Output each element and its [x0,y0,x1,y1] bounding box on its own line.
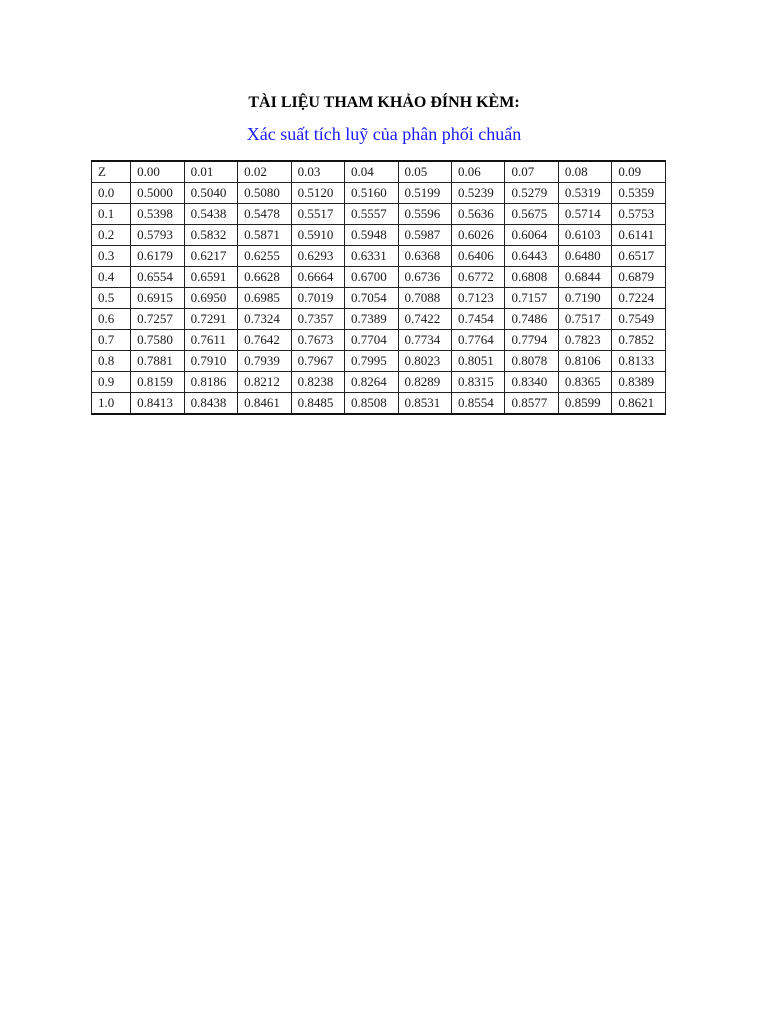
table-cell: 0.6141 [612,225,666,246]
table-row [92,183,666,204]
table-cell: 0.8621 [612,393,666,415]
table-cell: 0.6217 [184,246,237,267]
table-cell: 0.7190 [558,288,611,309]
table-cell: 0.5948 [345,225,398,246]
table-cell: 0.7054 [345,288,398,309]
table-cell: 0.5080 [238,183,291,204]
column-header: 0.01 [184,161,237,183]
table-cell: 0.6879 [612,267,666,288]
table-cell: 0.7257 [131,309,184,330]
table-cell: 0.7357 [291,309,344,330]
table-cell: 0.6554 [131,267,184,288]
table-cell: 0.8508 [345,393,398,415]
normal-distribution-table [91,160,666,415]
table-cell: 0.7454 [451,309,504,330]
table-cell: 0.5596 [398,204,451,225]
table-cell: 0.7123 [451,288,504,309]
table-cell: 0.5714 [558,204,611,225]
table-cell: 0.5160 [345,183,398,204]
row-header-z: 0.6 [92,309,131,330]
table-body [92,183,666,415]
table-cell: 0.7517 [558,309,611,330]
table-cell: 0.7673 [291,330,344,351]
table-cell: 0.7422 [398,309,451,330]
column-header: 0.09 [612,161,666,183]
table-row [92,267,666,288]
table-cell: 0.5557 [345,204,398,225]
row-header-z: 0.4 [92,267,131,288]
row-header-z: 0.1 [92,204,131,225]
table-cell: 0.8159 [131,372,184,393]
table-cell: 0.5793 [131,225,184,246]
table-cell: 0.6736 [398,267,451,288]
row-header-z: 0.2 [92,225,131,246]
table-cell: 0.5398 [131,204,184,225]
table-cell: 0.8485 [291,393,344,415]
table-cell: 0.5438 [184,204,237,225]
table-cell: 0.7019 [291,288,344,309]
table-cell: 0.8264 [345,372,398,393]
table-row [92,330,666,351]
table-row [92,204,666,225]
table-cell: 0.8212 [238,372,291,393]
table-cell: 0.6950 [184,288,237,309]
table-row [92,351,666,372]
table-row [92,393,666,415]
table-cell: 0.8289 [398,372,451,393]
table-cell: 0.6026 [451,225,504,246]
table-cell: 0.6255 [238,246,291,267]
table-cell: 0.6064 [505,225,558,246]
table-cell: 0.7486 [505,309,558,330]
table-cell: 0.8133 [612,351,666,372]
table-cell: 0.7642 [238,330,291,351]
table-cell: 0.8389 [612,372,666,393]
table-cell: 0.6406 [451,246,504,267]
table-cell: 0.6293 [291,246,344,267]
table-cell: 0.6985 [238,288,291,309]
table-cell: 0.6700 [345,267,398,288]
table-cell: 0.5040 [184,183,237,204]
table-cell: 0.8413 [131,393,184,415]
table-cell: 0.5987 [398,225,451,246]
column-header: 0.08 [558,161,611,183]
table-cell: 0.6844 [558,267,611,288]
table-cell: 0.7580 [131,330,184,351]
table-cell: 0.7088 [398,288,451,309]
row-header-z: 1.0 [92,393,131,415]
table-cell: 0.6772 [451,267,504,288]
table-cell: 0.5000 [131,183,184,204]
table-cell: 0.8051 [451,351,504,372]
table-cell: 0.7291 [184,309,237,330]
table-cell: 0.7939 [238,351,291,372]
table-cell: 0.8365 [558,372,611,393]
table-row [92,288,666,309]
table-cell: 0.7549 [612,309,666,330]
table-cell: 0.6628 [238,267,291,288]
table-cell: 0.6664 [291,267,344,288]
column-header: 0.06 [451,161,504,183]
table-cell: 0.5239 [451,183,504,204]
column-header: 0.04 [345,161,398,183]
table-cell: 0.8577 [505,393,558,415]
table-cell: 0.7881 [131,351,184,372]
table-cell: 0.5517 [291,204,344,225]
row-header-z: 0.3 [92,246,131,267]
table-cell: 0.5319 [558,183,611,204]
table-cell: 0.7995 [345,351,398,372]
table-cell: 0.8238 [291,372,344,393]
table-cell: 0.8438 [184,393,237,415]
table-cell: 0.5120 [291,183,344,204]
table-header [92,161,666,183]
table-cell: 0.5636 [451,204,504,225]
table-cell: 0.7910 [184,351,237,372]
row-header-z: 0.0 [92,183,131,204]
table-cell: 0.8023 [398,351,451,372]
row-header-z: 0.8 [92,351,131,372]
table-row [92,309,666,330]
table-row [92,372,666,393]
table-cell: 0.5199 [398,183,451,204]
table-cell: 0.5359 [612,183,666,204]
table-cell: 0.7764 [451,330,504,351]
normal-distribution-table-container [91,160,666,415]
table-cell: 0.7704 [345,330,398,351]
table-cell: 0.7224 [612,288,666,309]
table-cell: 0.6179 [131,246,184,267]
table-cell: 0.6808 [505,267,558,288]
table-cell: 0.8340 [505,372,558,393]
row-header-z: 0.5 [92,288,131,309]
table-cell: 0.8186 [184,372,237,393]
table-cell: 0.8315 [451,372,504,393]
document-heading: TÀI LIỆU THAM KHẢO ĐÍNH KÈM: [248,94,520,111]
table-cell: 0.6480 [558,246,611,267]
table-cell: 0.8106 [558,351,611,372]
table-row [92,246,666,267]
table-cell: 0.7823 [558,330,611,351]
column-header: 0.03 [291,161,344,183]
table-cell: 0.6368 [398,246,451,267]
table-cell: 0.5279 [505,183,558,204]
table-cell: 0.6591 [184,267,237,288]
column-header: 0.07 [505,161,558,183]
table-cell: 0.7794 [505,330,558,351]
table-cell: 0.7157 [505,288,558,309]
column-header: 0.02 [238,161,291,183]
table-cell: 0.8078 [505,351,558,372]
table-cell: 0.7611 [184,330,237,351]
column-header: 0.05 [398,161,451,183]
table-cell: 0.6915 [131,288,184,309]
table-row [92,225,666,246]
table-cell: 0.6443 [505,246,558,267]
table-cell: 0.7389 [345,309,398,330]
table-cell: 0.5832 [184,225,237,246]
table-cell: 0.5675 [505,204,558,225]
row-header-z: 0.7 [92,330,131,351]
row-header-z: 0.9 [92,372,131,393]
table-cell: 0.7852 [612,330,666,351]
table-cell: 0.5910 [291,225,344,246]
table-cell: 0.6331 [345,246,398,267]
table-cell: 0.8531 [398,393,451,415]
table-cell: 0.7324 [238,309,291,330]
table-cell: 0.8461 [238,393,291,415]
table-cell: 0.6517 [612,246,666,267]
table-cell: 0.8599 [558,393,611,415]
table-cell: 0.6103 [558,225,611,246]
table-cell: 0.7967 [291,351,344,372]
table-cell: 0.8554 [451,393,504,415]
table-header-row [92,161,666,183]
table-cell: 0.5753 [612,204,666,225]
table-cell: 0.7734 [398,330,451,351]
table-cell: 0.5478 [238,204,291,225]
column-header-z: Z [92,161,131,183]
document-subheading: Xác suất tích luỹ của phân phối chuẩn [246,124,522,144]
column-header: 0.00 [131,161,184,183]
table-cell: 0.5871 [238,225,291,246]
